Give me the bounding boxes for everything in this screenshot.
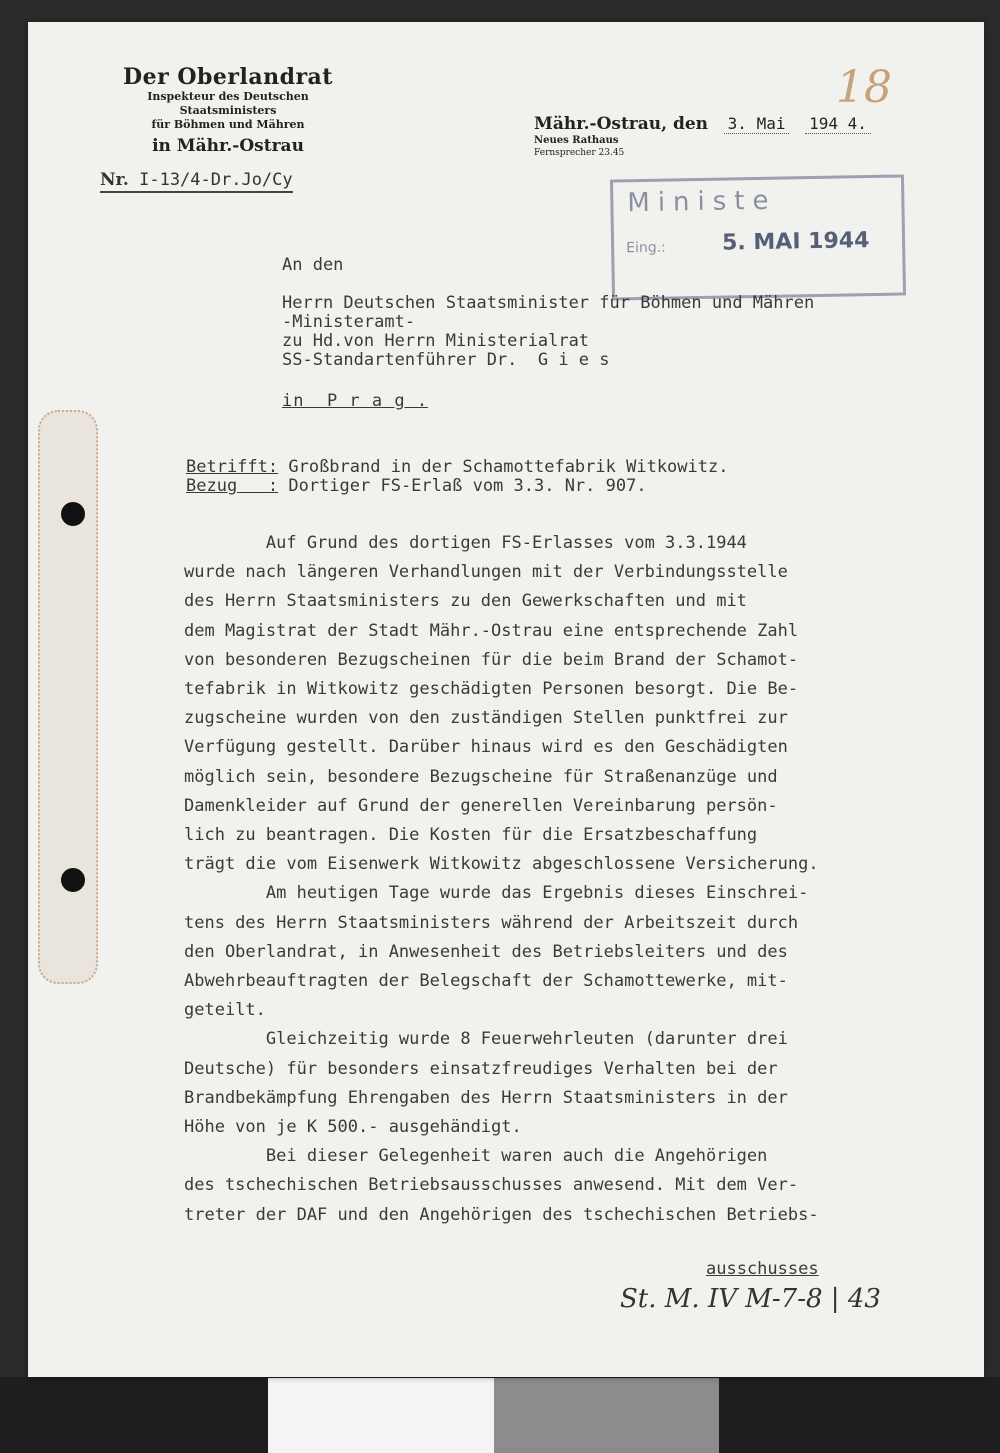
letterhead-line: Inspekteur des Deutschen Staatsministers (147, 90, 309, 117)
reference-value: I-13/4-Dr.Jo/Cy (139, 170, 293, 190)
white-calibration-swatch (268, 1378, 494, 1453)
reference-label: Nr. (100, 170, 129, 190)
punch-hole-top (61, 502, 85, 526)
binding-stain (38, 410, 98, 984)
stamp-received-label: Eing.: (626, 239, 666, 257)
letterhead-line: für Böhmen und Mähren (151, 118, 305, 131)
handwritten-page-number: 18 (836, 62, 892, 113)
letter-date: 3. Mai (724, 114, 790, 134)
place-phone: Fernsprecher 23.45 (534, 148, 625, 158)
recipient-address: An den Herrn Deutschen Staatsminister für Böhmen und Mähren -Ministeramt- zu Hd.von Herrn Ministerialrat SS-Standartenführer Dr. G i e s (282, 255, 815, 370)
subject-label: Betrifft: (186, 457, 279, 477)
subject-block (186, 458, 728, 496)
letterhead (98, 64, 358, 156)
stamp-date: 5. MAI 1944 (721, 228, 870, 256)
reference-label: Bezug : (186, 476, 279, 496)
letter-year: 194 4. (805, 114, 871, 134)
punch-hole-bottom (61, 868, 85, 892)
letterhead-title: Der Oberlandrat (123, 64, 333, 90)
catchword: ausschusses (706, 1259, 819, 1279)
place-city: Mähr.-Ostrau, den (534, 114, 709, 134)
stamp-office: Ministe (627, 185, 777, 219)
reference-number (100, 170, 293, 193)
recipient-city: in P r a g . (282, 391, 429, 411)
place-and-date (534, 114, 871, 159)
handwritten-file-mark: St. M. IV M-7-8 | 43 (620, 1284, 881, 1314)
letterhead-city: in Mähr.-Ostrau (152, 136, 304, 156)
reference-text: Dortiger FS-Erlaß vom 3.3. Nr. 907. (278, 476, 647, 496)
letter-body: Auf Grund des dortigen FS-Erlasses vom 3.3.1944 wurde nach längeren Verhandlungen mit der Verbindungsstelle des Herrn Staatsministers zu den Gewerkschaften und mit dem Magistrat der Stadt Mähr.-Ostrau eine entsprechende Zahl von besonderen Bezugscheinen für die beim Brand der Schamot- tefabrik in Witkowitz geschädigten Personen besorgt. Die Be- zugscheine wurden von den zuständigen Stellen punktfrei zur Verfügung gestellt. Darüber hinaus wird es den Geschädigten möglich sein, besondere Bezugscheine für Straßenanzüge und Damenkleider auf Grund der generellen Vereinbarung persön- lich zu beantragen. Die Kosten für die Ersatzbeschaffung trägt die vom Eisenwerk Witkowitz abgeschlossene Versicherung. Am heutigen Tage wurde das Ergebnis dieses Einschrei- tens des Herrn Staatsministers während der Arbeitszeit durch den Oberlandrat, in Anwesenheit des Betriebsleiters und des Abwehrbeauftragten der Belegschaft der Schamottewerke, mit- geteilt. Gleichzeitig wurde 8 Feuerwehrleuten (darunter drei Deutsche) für besonders einsatzfreudiges Verhalten bei der Brandbekämpfung Ehrengaben des Herrn Staatsministers in der Höhe von je K 500.- ausgehändigt. Bei dieser Gelegenheit waren auch die Angehörigen des tschechischen Betriebsausschusses anwesend. Mit dem Ver- treter der DAF und den Angehörigen des tschechischen Betriebs- (184, 533, 819, 1225)
place-building: Neues Rathaus (534, 135, 619, 146)
document-page (28, 22, 984, 1377)
gray-calibration-swatch (494, 1378, 719, 1453)
subject-text: Großbrand in der Schamottefabrik Witkowitz. (278, 457, 729, 477)
